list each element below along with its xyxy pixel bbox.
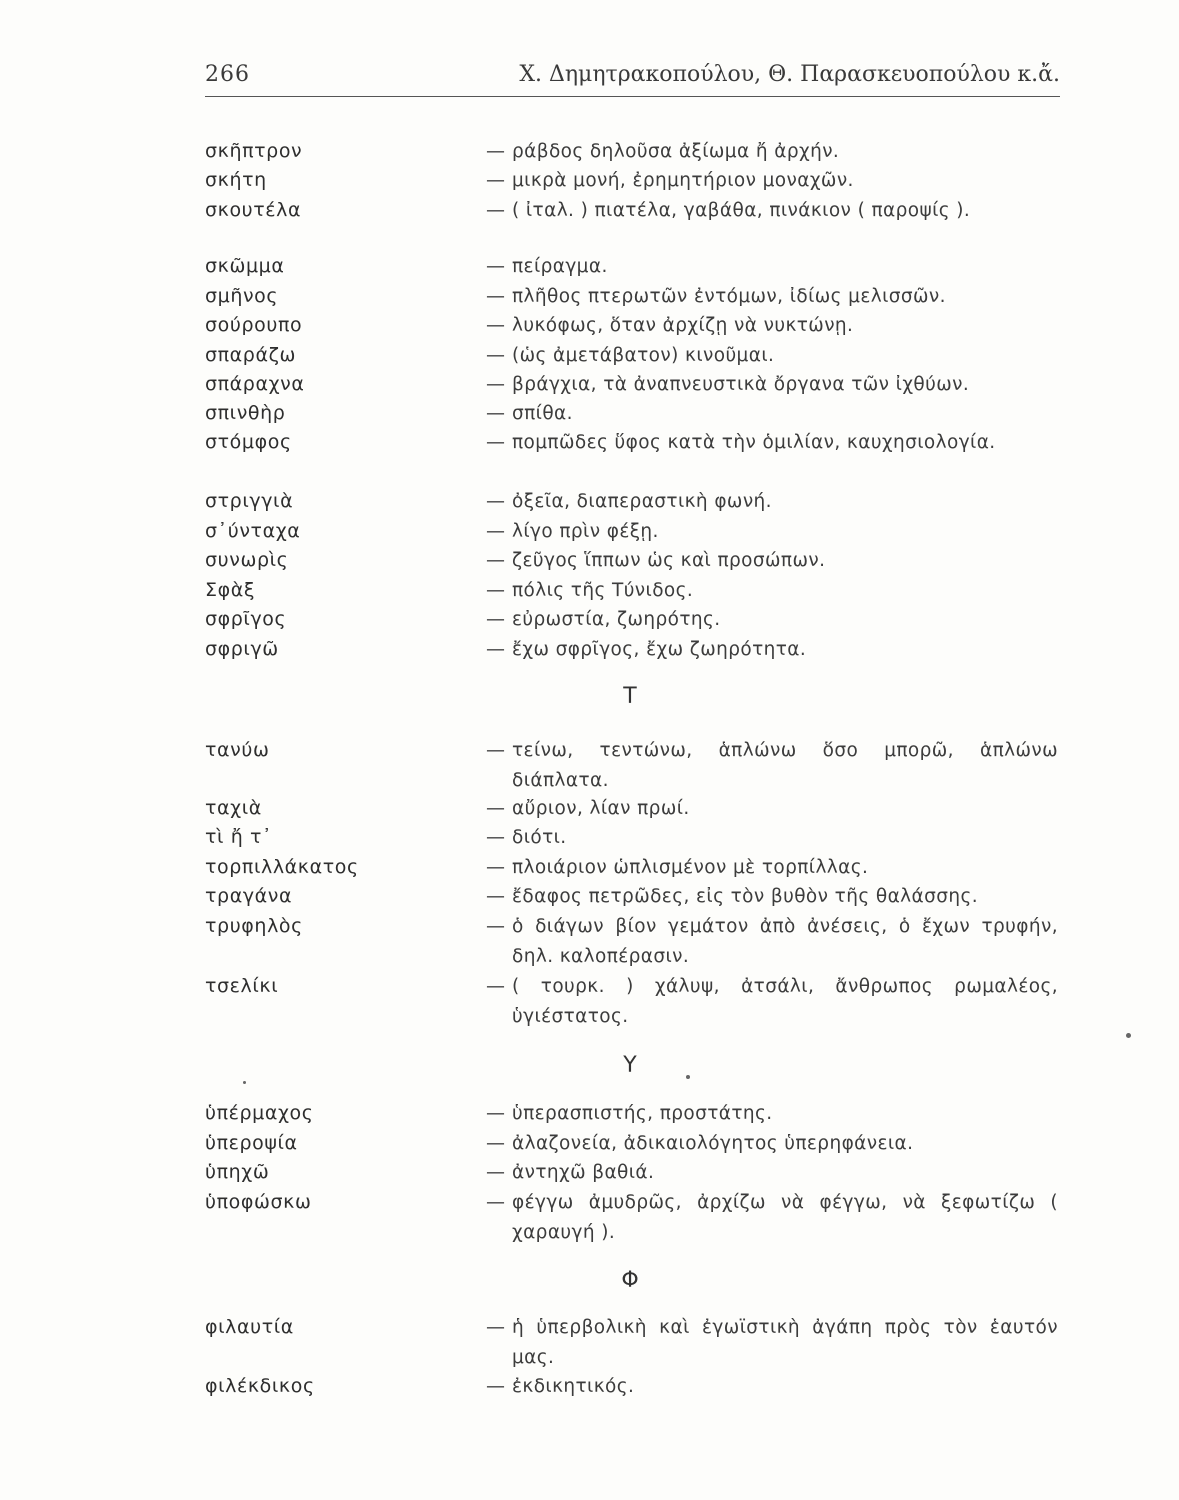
- entry-dash: —: [486, 140, 505, 162]
- entry-definition: πλοιάριον ὡπλισμένον μὲ τορπίλλας.: [512, 857, 869, 878]
- entry-dash: —: [486, 285, 505, 307]
- entry-definition: ὁ διάγων βίον γεμάτον ἀπὸ ἀνέσεις, ὁ ἔχων τρυφήν, δηλ. καλοπέρασιν.: [512, 916, 1058, 967]
- entry-term: σφρῖγος: [205, 608, 287, 630]
- entry-definition: πόλις τῆς Τύνιδος.: [512, 580, 694, 601]
- entry-dash: —: [486, 856, 505, 878]
- entry-dash: —: [486, 431, 505, 453]
- entry-definition: ὑπερασπιστής, προστάτης.: [512, 1103, 773, 1124]
- scan-speck: [243, 1081, 246, 1084]
- entry-definition: ἀλαζονεία, ἀδικαιολόγητος ὑπερηφάνεια.: [512, 1133, 914, 1154]
- entry-term: φιλαυτία: [205, 1316, 294, 1338]
- entry-definition: λίγο πρὶν φέξῃ.: [512, 521, 659, 542]
- section-letter: Υ: [623, 1053, 637, 1078]
- entry-definition: ( ἰταλ. ) πιατέλα, γαβάθα, πινάκιον ( παροψίς ).: [512, 200, 971, 221]
- entry-term: φιλέκδικος: [205, 1375, 315, 1397]
- entry-term: σπινθὴρ: [205, 402, 286, 424]
- entry-definition: ἀντηχῶ βαθιά.: [512, 1162, 655, 1183]
- entry-dash: —: [486, 1375, 505, 1397]
- entry-term: ὑπέρμαχος: [205, 1102, 314, 1124]
- entry-dash: —: [486, 826, 505, 848]
- header-rule: [205, 96, 1060, 97]
- entry-term: ὑπεροψία: [205, 1132, 298, 1154]
- entry-term: σκῶμμα: [205, 255, 285, 277]
- entry-definition: ὀξεῖα, διαπεραστικὴ φωνή.: [512, 491, 772, 512]
- entry-dash: —: [486, 199, 505, 221]
- entry-dash: —: [486, 255, 505, 277]
- entry-definition: πείραγμα.: [512, 256, 608, 277]
- entry-term: ὑπηχῶ: [205, 1161, 270, 1183]
- entry-term: σπάραχνα: [205, 373, 305, 395]
- running-head: Χ. Δημητρακοπούλου, Θ. Παρασκευοπούλου κ.ἄ.: [519, 62, 1060, 87]
- section-letter: Φ: [621, 1268, 639, 1293]
- entry-dash: —: [486, 169, 505, 191]
- entry-definition: λυκόφως, ὅταν ἀρχίζῃ νὰ νυκτώνῃ.: [512, 315, 854, 336]
- entry-definition: ἔχω σφρῖγος, ἔχω ζωηρότητα.: [512, 639, 807, 660]
- entry-dash: —: [486, 915, 505, 937]
- entry-term: σπαράζω: [205, 344, 297, 366]
- entry-term: τρυφηλὸς: [205, 915, 303, 937]
- entry-definition: ἔδαφος πετρῶδες, εἰς τὸν βυθὸν τῆς θαλάσσης.: [512, 886, 979, 907]
- entry-term: σμῆνος: [205, 285, 279, 307]
- entry-term: συνωρὶς: [205, 549, 289, 571]
- entry-term: σκῆπτρον: [205, 140, 303, 162]
- entry-term: σκουτέλα: [205, 199, 302, 221]
- section-letter: Τ: [623, 684, 637, 709]
- entry-dash: —: [486, 1316, 505, 1338]
- entry-dash: —: [486, 1161, 505, 1183]
- page-number: 266: [205, 62, 250, 87]
- entry-term: τανύω: [205, 739, 270, 761]
- entry-definition: (ὡς ἀμετάβατον) κινοῦμαι.: [512, 345, 775, 366]
- entry-term: σούρουπο: [205, 314, 303, 336]
- entry-term: τραγάνα: [205, 885, 293, 907]
- entry-dash: —: [486, 314, 505, 336]
- page-header: [205, 62, 1060, 96]
- scan-speck: [686, 1075, 690, 1079]
- entry-dash: —: [486, 797, 505, 819]
- entry-definition: σπίθα.: [512, 403, 573, 424]
- entry-dash: —: [486, 549, 505, 571]
- entry-dash: —: [486, 490, 505, 512]
- entry-dash: —: [486, 608, 505, 630]
- entry-dash: —: [486, 344, 505, 366]
- entry-definition: βράγχια, τὰ ἀναπνευστικὰ ὄργανα τῶν ἰχθύων.: [512, 374, 970, 395]
- scan-speck: [1126, 1033, 1131, 1038]
- entry-term: στριγγιὰ: [205, 490, 294, 512]
- entry-dash: —: [486, 885, 505, 907]
- entry-term: σ᾽ύνταχα: [205, 520, 301, 542]
- entry-dash: —: [486, 638, 505, 660]
- entry-dash: —: [486, 373, 505, 395]
- entry-definition: διότι.: [512, 827, 567, 848]
- entry-term: ὑποφώσκω: [205, 1191, 312, 1213]
- entry-definition: πομπῶδες ὕφος κατὰ τὴν ὁμιλίαν, καυχησιολογία.: [512, 432, 996, 453]
- entry-term: Σφὰξ: [205, 579, 256, 601]
- entry-dash: —: [486, 1132, 505, 1154]
- entry-definition: φέγγω ἀμυδρῶς, ἀρχίζω νὰ φέγγω, νὰ ξεφωτίζω ( χαραυγή ).: [512, 1192, 1058, 1243]
- entry-definition: εὐρωστία, ζωηρότης.: [512, 609, 721, 630]
- entry-definition: τείνω, τεντώνω, ἁπλώνω ὅσο μπορῶ, ἁπλώνω διάπλατα.: [512, 740, 1058, 791]
- entry-definition: αὔριον, λίαν πρωί.: [512, 798, 690, 819]
- entry-term: σκήτη: [205, 169, 267, 191]
- entry-definition: ( τουρκ. ) χάλυψ, ἀτσάλι, ἄνθρωπος ρωμαλέος, ὑγιέστατος.: [512, 976, 1058, 1027]
- entry-term: τορπιλλάκατος: [205, 856, 359, 878]
- entry-term: σφριγῶ: [205, 638, 279, 660]
- entry-term: τσελίκι: [205, 975, 279, 997]
- entry-definition: πλῆθος πτερωτῶν ἐντόμων, ἰδίως μελισσῶν.: [512, 286, 946, 307]
- entry-dash: —: [486, 1102, 505, 1124]
- entry-definition: ἡ ὑπερβολικὴ καὶ ἐγωϊστικὴ ἀγάπη πρὸς τὸν ἑαυτόν μας.: [512, 1317, 1058, 1368]
- entry-dash: —: [486, 579, 505, 601]
- entry-definition: μικρὰ μονή, ἐρημητήριον μοναχῶν.: [512, 170, 854, 191]
- entry-definition: ζεῦγος ἵππων ὡς καὶ προσώπων.: [512, 550, 826, 571]
- entry-definition: ράβδος δηλοῦσα ἀξίωμα ἤ ἀρχήν.: [512, 141, 840, 162]
- entry-term: τὶ ἤ τ᾽: [205, 826, 273, 848]
- entry-dash: —: [486, 402, 505, 424]
- entry-term: ταχιὰ: [205, 797, 262, 819]
- entry-term: στόμφος: [205, 431, 292, 453]
- entry-dash: —: [486, 520, 505, 542]
- entry-dash: —: [486, 739, 505, 761]
- entry-dash: —: [486, 1191, 505, 1213]
- entry-dash: —: [486, 975, 505, 997]
- entry-definition: ἐκδικητικός.: [512, 1376, 635, 1397]
